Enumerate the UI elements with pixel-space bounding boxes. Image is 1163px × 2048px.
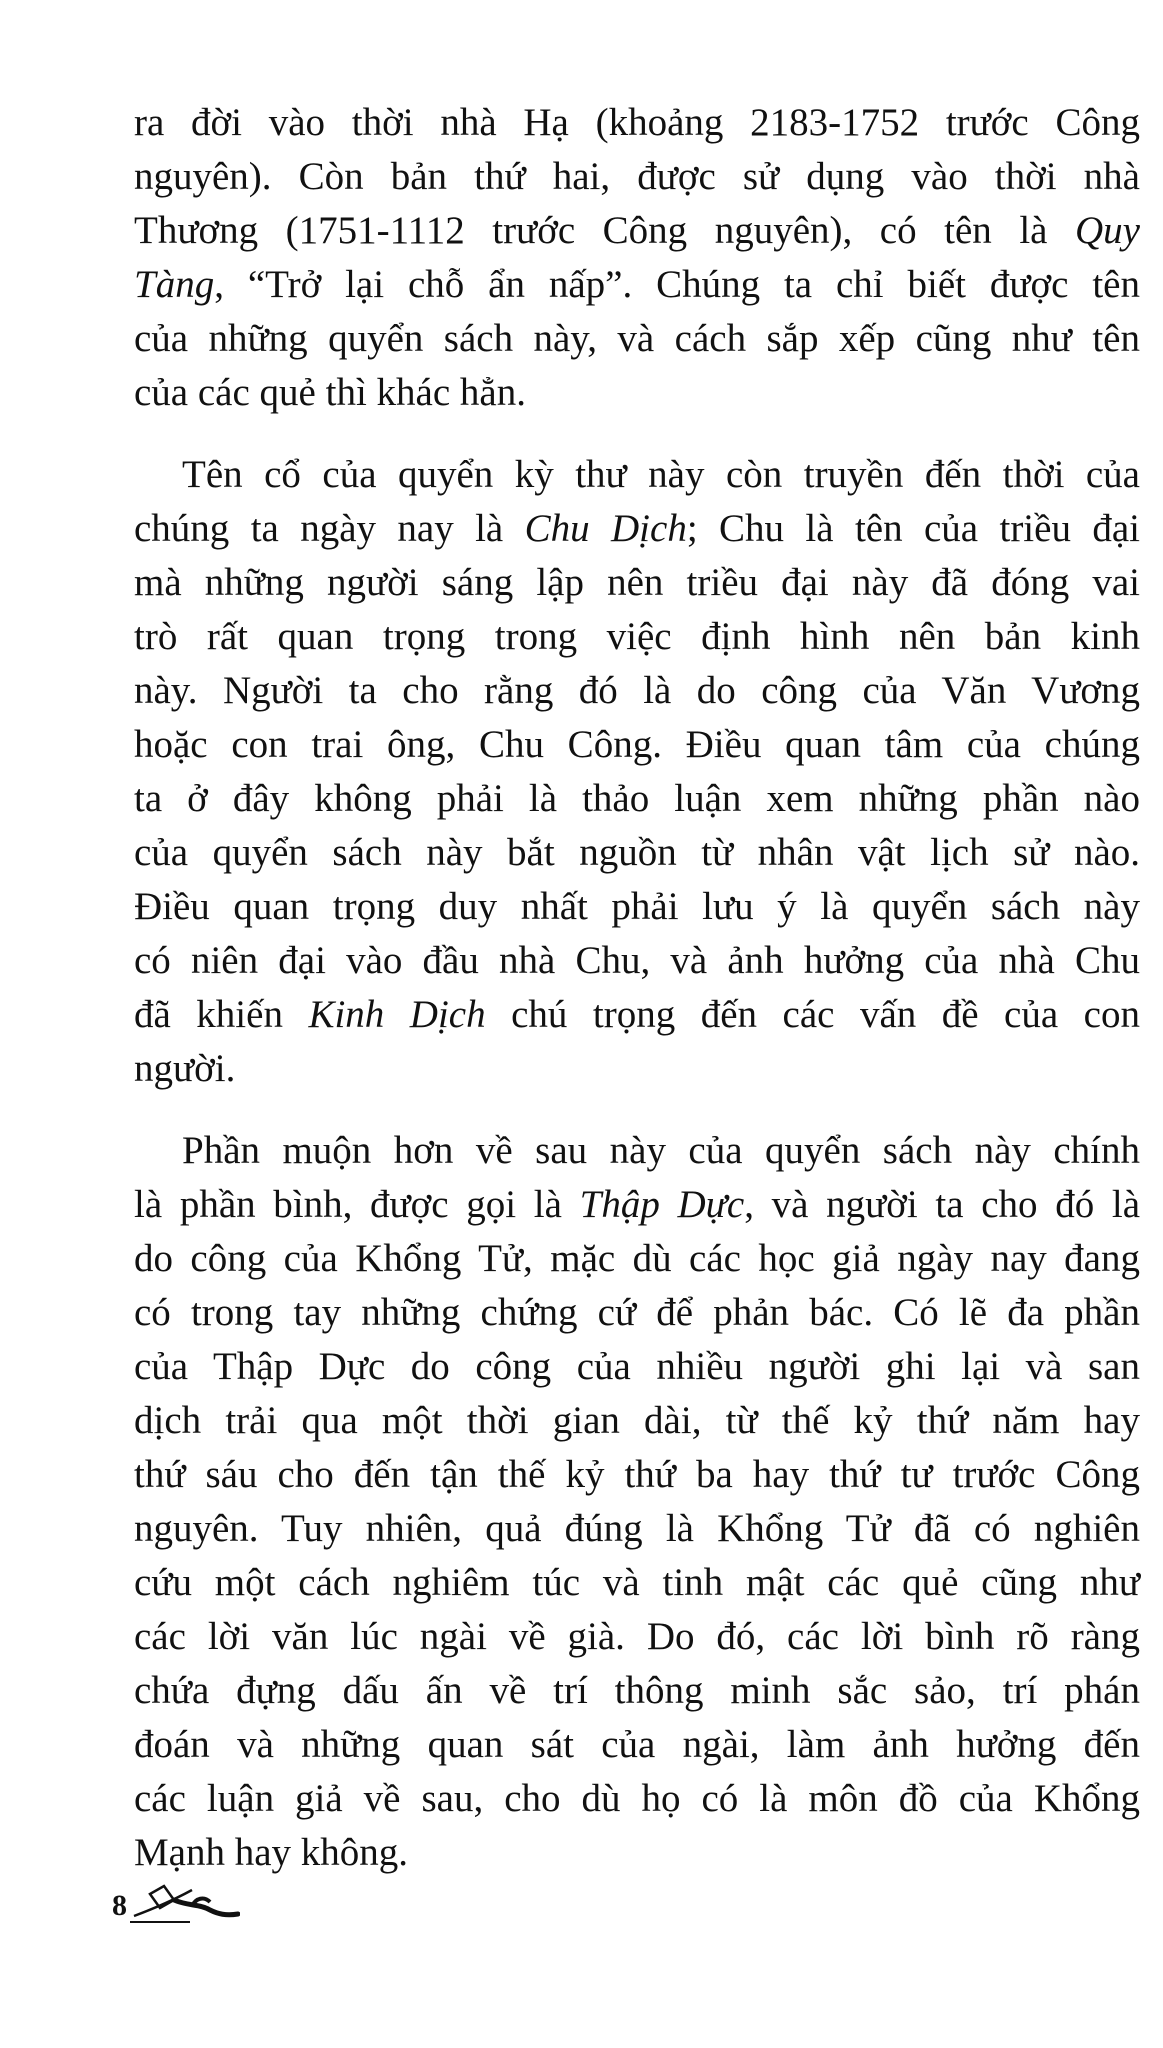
text-line bbox=[134, 826, 1140, 880]
text-line bbox=[134, 1042, 1140, 1096]
text-run: có niên đại vào đầu nhà Chu, và ảnh hưởng của nhà Chu bbox=[134, 939, 1140, 982]
text-run: Mạnh hay không. bbox=[134, 1831, 409, 1874]
text-run: của Thập Dực do công của nhiều người ghi lại và san bbox=[134, 1345, 1140, 1388]
text-run: hoặc con trai ông, Chu Công. Điều quan tâm của chúng bbox=[134, 723, 1140, 766]
text-run: ta ở đây không phải là thảo luận xem những phần nào bbox=[134, 777, 1140, 820]
text-line bbox=[134, 1340, 1140, 1394]
text-run: Tên cổ của quyển kỳ thư này còn truyền đến thời của bbox=[182, 453, 1140, 496]
text-line bbox=[134, 258, 1140, 312]
text-line bbox=[134, 204, 1140, 258]
text-line bbox=[134, 1664, 1140, 1718]
text-run: này. Người ta cho rằng đó là do công của Văn Vương bbox=[134, 669, 1140, 712]
text-run: dịch trải qua một thời gian dài, từ thế kỷ thứ năm hay bbox=[134, 1399, 1140, 1442]
text-run: , và người ta cho đó là bbox=[744, 1183, 1141, 1226]
text-line bbox=[134, 366, 1140, 420]
page-footer bbox=[104, 1880, 244, 1940]
text-line bbox=[134, 312, 1140, 366]
text-line bbox=[134, 448, 1140, 502]
text-run: các luận giả về sau, cho dù họ có là môn đồ của Khổng bbox=[134, 1777, 1140, 1820]
text-line bbox=[134, 664, 1140, 718]
text-line bbox=[134, 1502, 1140, 1556]
text-line bbox=[134, 1124, 1140, 1178]
paragraph bbox=[134, 448, 1140, 1096]
text-run: Điều quan trọng duy nhất phải lưu ý là quyển sách này bbox=[134, 885, 1140, 928]
text-line bbox=[134, 1772, 1140, 1826]
paragraph-gap bbox=[134, 420, 1140, 448]
italic-title: Kinh Dịch bbox=[308, 993, 486, 1036]
text-run: chúng ta ngày nay là bbox=[134, 507, 525, 550]
text-run: của quyển sách này bắt nguồn từ nhân vật lịch sử nào. bbox=[134, 831, 1140, 874]
text-run: của những quyển sách này, và cách sắp xếp cũng như tên bbox=[134, 317, 1140, 360]
paragraph bbox=[134, 1124, 1140, 1880]
text-run: các lời văn lúc ngài về già. Do đó, các lời bình rõ ràng bbox=[134, 1615, 1140, 1658]
text-run: có trong tay những chứng cứ để phản bác. Có lẽ đa phần bbox=[134, 1291, 1140, 1334]
text-line bbox=[134, 502, 1140, 556]
text-run: của các quẻ thì khác hẳn. bbox=[134, 371, 526, 414]
paragraph-gap bbox=[134, 1096, 1140, 1124]
italic-title: Quy bbox=[1075, 209, 1140, 252]
text-line bbox=[134, 988, 1140, 1042]
text-line bbox=[134, 1718, 1140, 1772]
text-run: chứa đựng dấu ấn về trí thông minh sắc sảo, trí phán bbox=[134, 1669, 1140, 1712]
text-run: đoán và những quan sát của ngài, làm ảnh hưởng đến bbox=[134, 1723, 1140, 1766]
text-line bbox=[134, 880, 1140, 934]
text-run: người. bbox=[134, 1047, 236, 1090]
text-line bbox=[134, 1178, 1140, 1232]
italic-title: Tàng bbox=[134, 263, 215, 306]
text-line bbox=[134, 934, 1140, 988]
text-line bbox=[134, 1394, 1140, 1448]
quill-pen-ornament-icon bbox=[130, 1880, 240, 1930]
text-run: là phần bình, được gọi là bbox=[134, 1183, 580, 1226]
text-line bbox=[134, 150, 1140, 204]
text-run: Phần muộn hơn về sau này của quyển sách này chính bbox=[182, 1129, 1140, 1172]
text-run: mà những người sáng lập nên triều đại này đã đóng vai bbox=[134, 561, 1140, 604]
text-line bbox=[134, 610, 1140, 664]
italic-title: Chu Dịch bbox=[524, 507, 687, 550]
text-line bbox=[134, 556, 1140, 610]
text-run: Thương (1751-1112 trước Công nguyên), có tên là bbox=[134, 209, 1076, 252]
italic-title: Thập Dực bbox=[579, 1183, 745, 1226]
text-run: thứ sáu cho đến tận thế kỷ thứ ba hay thứ tư trước Công bbox=[134, 1453, 1140, 1496]
text-line bbox=[134, 1286, 1140, 1340]
text-line bbox=[134, 772, 1140, 826]
text-line bbox=[134, 1448, 1140, 1502]
text-line bbox=[134, 1610, 1140, 1664]
text-run: đã khiến bbox=[134, 993, 309, 1036]
text-line bbox=[134, 718, 1140, 772]
text-run: ; Chu là tên của triều đại bbox=[686, 507, 1140, 550]
text-run: cứu một cách nghiêm túc và tinh mật các quẻ cũng như bbox=[134, 1561, 1140, 1604]
text-run: do công của Khổng Tử, mặc dù các học giả ngày nay đang bbox=[134, 1237, 1140, 1280]
page-number: 8 bbox=[112, 1889, 127, 1922]
paragraph bbox=[134, 96, 1140, 420]
text-line bbox=[134, 1556, 1140, 1610]
text-run: , “Trở lại chỗ ẩn nấp”. Chúng ta chỉ biết được tên bbox=[214, 263, 1140, 306]
text-run: chú trọng đến các vấn đề của con bbox=[485, 993, 1140, 1036]
text-run: nguyên. Tuy nhiên, quả đúng là Khổng Tử đã có nghiên bbox=[134, 1507, 1140, 1550]
text-line bbox=[134, 1232, 1140, 1286]
text-line bbox=[134, 96, 1140, 150]
body-text bbox=[134, 96, 1140, 1880]
text-line bbox=[134, 1826, 1140, 1880]
text-run: trò rất quan trọng trong việc định hình nên bản kinh bbox=[134, 615, 1140, 658]
text-run: nguyên). Còn bản thứ hai, được sử dụng vào thời nhà bbox=[134, 155, 1140, 198]
text-run: ra đời vào thời nhà Hạ (khoảng 2183-1752 trước Công bbox=[134, 101, 1140, 144]
